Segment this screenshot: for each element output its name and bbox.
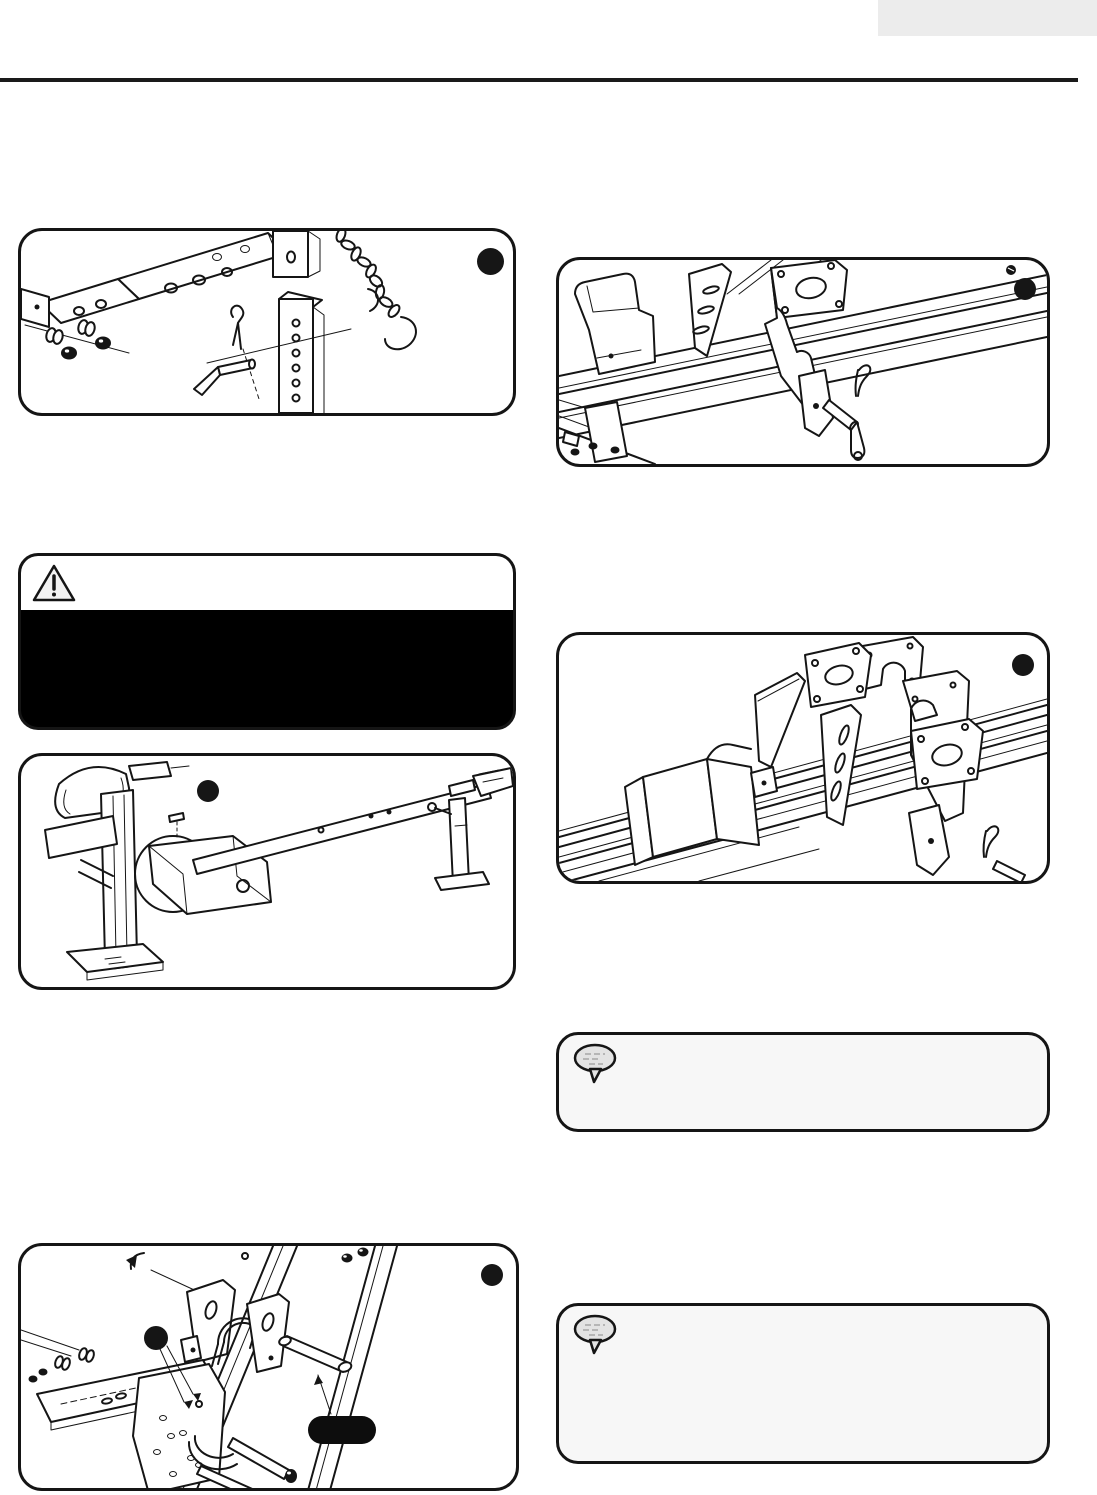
redacted-label-pill bbox=[308, 1416, 376, 1444]
figure-beam-table-lock-pin bbox=[556, 257, 1050, 467]
header-rule bbox=[0, 78, 1078, 82]
step-badge bbox=[1014, 278, 1036, 300]
speech-bubble-icon bbox=[571, 1043, 621, 1085]
splitter-tow-drawing bbox=[21, 756, 513, 987]
beam-lock-pin-drawing bbox=[559, 260, 1047, 464]
u-bolt-assembly-drawing bbox=[21, 1246, 519, 1491]
wedge-plates-drawing bbox=[559, 635, 1047, 881]
warning-header bbox=[21, 556, 513, 610]
page-corner-tab bbox=[878, 0, 1097, 36]
speech-bubble-icon bbox=[571, 1314, 621, 1356]
step-badge bbox=[481, 1264, 503, 1286]
step-badge bbox=[477, 248, 504, 275]
note-box bbox=[556, 1303, 1050, 1464]
callout-marker bbox=[144, 1326, 168, 1350]
figure-tow-bar-hitch-parts bbox=[18, 228, 516, 416]
tow-bar-hitch-drawing bbox=[21, 231, 513, 413]
step-badge bbox=[197, 780, 219, 802]
note-box bbox=[556, 1032, 1050, 1132]
warning-box bbox=[18, 553, 516, 730]
figure-wedge-table-plates bbox=[556, 632, 1050, 884]
figure-tongue-u-bolt bbox=[18, 1243, 519, 1491]
step-badge bbox=[1012, 654, 1034, 676]
figure-splitter-tow-position bbox=[18, 753, 516, 990]
warning-triangle-icon bbox=[32, 563, 76, 603]
